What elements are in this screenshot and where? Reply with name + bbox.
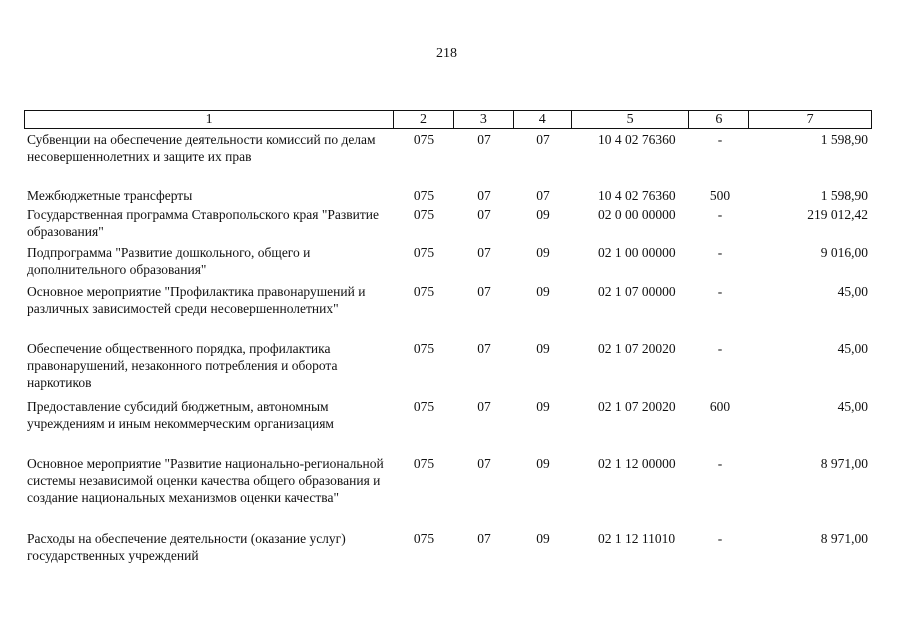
table-row	[24, 187, 872, 204]
row-vr: -	[717, 207, 723, 222]
row-csr: 02 1 12 11010	[598, 531, 676, 546]
row-name: Обеспечение общественного порядка, профилактика правонарушений, незаконного потребления и оборота наркотиков	[27, 341, 338, 390]
row-amount: 219 012,42	[807, 207, 868, 222]
row-ved: 075	[413, 531, 435, 546]
row-amount: 1 598,90	[820, 132, 868, 147]
table-header	[24, 110, 872, 129]
row-amount: 45,00	[837, 341, 868, 356]
row-amount: 1 598,90	[820, 188, 868, 203]
row-ved: 075	[413, 399, 435, 414]
header-col-4: 4	[514, 111, 572, 128]
row-amount: 9 016,00	[820, 245, 868, 260]
row-amount: 8 971,00	[820, 456, 868, 471]
row-pr: 09	[536, 341, 550, 356]
header-col-6: 6	[689, 111, 749, 128]
table-row	[24, 340, 872, 391]
row-csr: 02 1 12 00000	[598, 456, 676, 471]
row-pr: 09	[536, 399, 550, 414]
row-vr: -	[717, 456, 723, 471]
row-name: Межбюджетные трансферты	[27, 188, 193, 203]
row-vr: -	[717, 284, 723, 299]
row-amount: 45,00	[837, 284, 868, 299]
page-number: 218	[436, 46, 457, 61]
row-ved: 075	[413, 456, 435, 471]
row-rz: 07	[477, 531, 491, 546]
row-amount: 45,00	[837, 399, 868, 414]
row-ved: 075	[413, 284, 435, 299]
header-col-2: 2	[394, 111, 454, 128]
row-pr: 09	[536, 207, 550, 222]
table-row	[24, 244, 872, 278]
row-name: Подпрограмма "Развитие дошкольного, общего и дополнительного образования"	[27, 245, 311, 277]
row-pr: 07	[536, 132, 550, 147]
header-col-5: 5	[572, 111, 690, 128]
row-ved: 075	[413, 207, 435, 222]
table-row	[24, 206, 872, 240]
row-pr: 07	[536, 188, 550, 203]
row-rz: 07	[477, 341, 491, 356]
row-rz: 07	[477, 456, 491, 471]
row-vr: 500	[709, 188, 731, 203]
row-csr: 02 1 00 00000	[598, 245, 676, 260]
row-ved: 075	[413, 245, 435, 260]
row-csr: 10 4 02 76360	[598, 132, 676, 147]
row-name: Основное мероприятие "Профилактика правонарушений и различных зависимостей среди несовершеннолетних"	[27, 284, 366, 316]
table-row	[24, 283, 872, 317]
table-row	[24, 398, 872, 432]
row-pr: 09	[536, 531, 550, 546]
row-vr: 600	[709, 399, 731, 414]
row-name: Основное мероприятие "Развитие национально-региональной системы независимой оценки качества общего образования и создание национальных механизмов оценки качества"	[27, 456, 384, 505]
row-csr: 02 1 07 20020	[598, 341, 676, 356]
header-col-3: 3	[454, 111, 514, 128]
row-pr: 09	[536, 245, 550, 260]
row-name: Государственная программа Ставропольского края "Развитие образования"	[27, 207, 379, 239]
row-name: Расходы на обеспечение деятельности (оказание услуг) государственных учреждений	[27, 531, 346, 563]
row-pr: 09	[536, 284, 550, 299]
row-csr: 10 4 02 76360	[598, 188, 676, 203]
row-ved: 075	[413, 188, 435, 203]
table-row	[24, 530, 872, 564]
row-ved: 075	[413, 341, 435, 356]
row-vr: -	[717, 245, 723, 260]
row-name: Субвенции на обеспечение деятельности комиссий по делам несовершеннолетних и защите их прав	[27, 132, 376, 164]
row-rz: 07	[477, 207, 491, 222]
row-rz: 07	[477, 284, 491, 299]
row-csr: 02 1 07 20020	[598, 399, 676, 414]
row-amount: 8 971,00	[820, 531, 868, 546]
header-col-1: 1	[25, 111, 394, 128]
row-vr: -	[717, 132, 723, 147]
row-csr: 02 1 07 00000	[598, 284, 676, 299]
row-pr: 09	[536, 456, 550, 471]
table-row	[24, 131, 872, 165]
row-rz: 07	[477, 132, 491, 147]
row-vr: -	[717, 341, 723, 356]
row-name: Предоставление субсидий бюджетным, автономным учреждениям и иным некоммерческим организациям	[27, 399, 334, 431]
row-rz: 07	[477, 188, 491, 203]
row-csr: 02 0 00 00000	[598, 207, 676, 222]
row-rz: 07	[477, 245, 491, 260]
table-row	[24, 455, 872, 506]
row-ved: 075	[413, 132, 435, 147]
row-vr: -	[717, 531, 723, 546]
header-col-7: 7	[806, 112, 814, 127]
row-rz: 07	[477, 399, 491, 414]
